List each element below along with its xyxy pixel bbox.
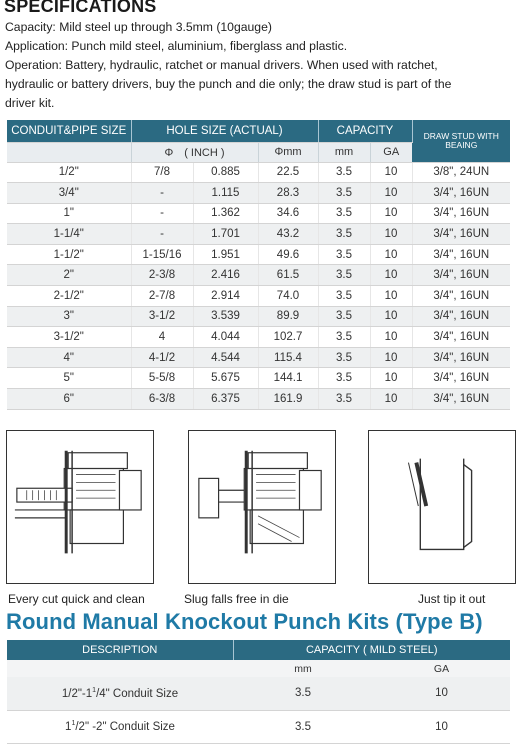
- kit-ga-cell: 10: [373, 677, 510, 710]
- capacity-mm-cell: 3.5: [318, 224, 370, 245]
- conduit-size-header: CONDUIT&PIPE SIZE: [7, 120, 131, 142]
- caption-quick-clean: Every cut quick and clean: [8, 592, 145, 606]
- capacity-ga-cell: 10: [370, 306, 412, 327]
- capacity-mm-cell: 3.5: [318, 347, 370, 368]
- capacity-mm-cell: 3.5: [318, 183, 370, 204]
- description-subheader-blank: [7, 660, 233, 677]
- kit-description-cell: $1^1/2$" -2" Conduit Size: [7, 710, 233, 743]
- kit-mm-cell: 3.5: [233, 677, 373, 710]
- table-row: [7, 162, 510, 183]
- hole-mm-cell: 28.3: [258, 183, 318, 204]
- capacity-mm-cell: 3.5: [318, 203, 370, 224]
- conduit-size-cell: 3": [7, 306, 131, 327]
- hole-fraction-cell: 2-3/8: [131, 265, 193, 286]
- table-row: [7, 389, 510, 410]
- hole-mm-cell: 89.9: [258, 306, 318, 327]
- hole-fraction-cell: 3-1/2: [131, 306, 193, 327]
- hole-fraction-cell: 2-7/8: [131, 286, 193, 307]
- inch-subheader: Φ ( INCH ): [131, 142, 258, 162]
- kit-mm-subheader: mm: [233, 660, 373, 677]
- hole-inch-cell: 2.914: [193, 286, 258, 307]
- hole-size-header: HOLE SIZE (ACTUAL): [131, 120, 318, 142]
- draw-stud-cell: 3/4", 16UN: [412, 389, 510, 410]
- hole-fraction-cell: 4-1/2: [131, 347, 193, 368]
- capacity-ga-cell: 10: [370, 286, 412, 307]
- hole-inch-cell: 6.375: [193, 389, 258, 410]
- draw-stud-cell: 3/4", 16UN: [412, 244, 510, 265]
- capacity-mm-cell: 3.5: [318, 162, 370, 183]
- conduit-subheader-blank: [7, 142, 131, 162]
- conduit-size-cell: 1/2": [7, 162, 131, 183]
- hole-inch-cell: 1.362: [193, 203, 258, 224]
- capacity-mm-cell: 3.5: [318, 327, 370, 348]
- operation-text: Operation: Battery, hydraulic, ratchet or manual drivers. When used with ratchet, hydraulic or battery drivers, buy the punch and die only; the draw stud is part of the driver kit.: [5, 58, 452, 110]
- caption-tip-out: Just tip it out: [418, 592, 486, 606]
- conduit-size-cell: 1-1/4": [7, 224, 131, 245]
- draw-stud-cell: 3/4", 16UN: [412, 224, 510, 245]
- hole-mm-cell: 22.5: [258, 162, 318, 183]
- table-row: [7, 710, 510, 743]
- conduit-size-cell: 1": [7, 203, 131, 224]
- conduit-size-cell: 1-1/2": [7, 244, 131, 265]
- capacity-ga-cell: 10: [370, 183, 412, 204]
- caption-slug-falls: Slug falls free in die: [184, 592, 289, 606]
- kit-section-title: Round Manual Knockout Punch Kits (Type B): [6, 609, 483, 634]
- page-title: SPECIFICATIONS: [4, 0, 157, 16]
- hole-fraction-cell: -: [131, 224, 193, 245]
- hole-mm-cell: 74.0: [258, 286, 318, 307]
- kit-ga-subheader: GA: [373, 660, 510, 677]
- hole-mm-cell: 161.9: [258, 389, 318, 410]
- hole-fraction-cell: -: [131, 183, 193, 204]
- draw-stud-cell: 3/8", 24UN: [412, 162, 510, 183]
- table-row: [7, 368, 510, 389]
- conduit-size-cell: 3-1/2": [7, 327, 131, 348]
- capacity-mm-cell: 3.5: [318, 306, 370, 327]
- capacity-mm-cell: 3.5: [318, 389, 370, 410]
- conduit-size-cell: 5": [7, 368, 131, 389]
- hole-mm-cell: 34.6: [258, 203, 318, 224]
- hole-inch-cell: 4.544: [193, 347, 258, 368]
- draw-stud-cell: 3/4", 16UN: [412, 265, 510, 286]
- kit-ga-cell: 10: [373, 710, 510, 743]
- capacity-ga-cell: 10: [370, 162, 412, 183]
- application-text: Application: Punch mild steel, aluminium, fiberglass and plastic.: [5, 39, 348, 53]
- capacity-ga-cell: 10: [370, 203, 412, 224]
- table-row: [7, 265, 510, 286]
- specifications-table: [7, 120, 510, 410]
- table-row: [7, 224, 510, 245]
- hole-inch-cell: 2.416: [193, 265, 258, 286]
- draw-stud-header: DRAW STUD WITH BEAING: [412, 120, 510, 162]
- hole-fraction-cell: -: [131, 203, 193, 224]
- draw-stud-cell: 3/4", 16UN: [412, 306, 510, 327]
- draw-stud-cell: 3/4", 16UN: [412, 203, 510, 224]
- table-row: [7, 677, 510, 710]
- hole-inch-cell: 3.539: [193, 306, 258, 327]
- table-row: [7, 327, 510, 348]
- description-header: DESCRIPTION: [7, 640, 233, 660]
- conduit-size-cell: 2": [7, 265, 131, 286]
- punch-cutting-illustration: [6, 430, 154, 584]
- hole-mm-cell: 43.2: [258, 224, 318, 245]
- hole-inch-cell: 0.885: [193, 162, 258, 183]
- conduit-size-cell: 4": [7, 347, 131, 368]
- capacity-ga-cell: 10: [370, 265, 412, 286]
- capacity-header: CAPACITY: [318, 120, 412, 142]
- capacity-mm-cell: 3.5: [318, 368, 370, 389]
- hole-mm-cell: 102.7: [258, 327, 318, 348]
- hole-fraction-cell: 1-15/16: [131, 244, 193, 265]
- capacity-mm-cell: 3.5: [318, 244, 370, 265]
- hole-inch-cell: 5.675: [193, 368, 258, 389]
- capacity-ga-cell: 10: [370, 327, 412, 348]
- kit-mm-cell: 3.5: [233, 710, 373, 743]
- capacity-ga-cell: 10: [370, 244, 412, 265]
- mm-diameter-subheader: Φmm: [258, 142, 318, 162]
- table-row: [7, 347, 510, 368]
- slug-falls-illustration: [188, 430, 336, 584]
- hole-fraction-cell: 7/8: [131, 162, 193, 183]
- capacity-ga-cell: 10: [370, 368, 412, 389]
- hole-inch-cell: 1.951: [193, 244, 258, 265]
- hole-mm-cell: 144.1: [258, 368, 318, 389]
- capacity-mm-cell: 3.5: [318, 265, 370, 286]
- capacity-ga-cell: 10: [370, 347, 412, 368]
- kit-capacity-table: [7, 640, 510, 744]
- capacity-text: Capacity: Mild steel up through 3.5mm (10gauge): [5, 20, 272, 34]
- conduit-size-cell: 3/4": [7, 183, 131, 204]
- table-row: [7, 244, 510, 265]
- hole-inch-cell: 1.701: [193, 224, 258, 245]
- hole-fraction-cell: 4: [131, 327, 193, 348]
- table-row: [7, 203, 510, 224]
- hole-fraction-cell: 5-5/8: [131, 368, 193, 389]
- table-row: [7, 306, 510, 327]
- hole-mm-cell: 49.6: [258, 244, 318, 265]
- draw-stud-cell: 3/4", 16UN: [412, 327, 510, 348]
- capacity-ga-cell: 10: [370, 389, 412, 410]
- capacity-mild-steel-header: CAPACITY ( MILD STEEL): [233, 640, 510, 660]
- tip-out-illustration: [368, 430, 516, 584]
- table-row: [7, 183, 510, 204]
- ga-subheader: GA: [370, 142, 412, 162]
- draw-stud-cell: 3/4", 16UN: [412, 183, 510, 204]
- draw-stud-cell: 3/4", 16UN: [412, 347, 510, 368]
- hole-mm-cell: 61.5: [258, 265, 318, 286]
- capacity-mm-cell: 3.5: [318, 286, 370, 307]
- conduit-size-cell: 6": [7, 389, 131, 410]
- hole-fraction-cell: 6-3/8: [131, 389, 193, 410]
- mm-subheader: mm: [318, 142, 370, 162]
- draw-stud-cell: 3/4", 16UN: [412, 368, 510, 389]
- conduit-size-cell: 2-1/2": [7, 286, 131, 307]
- hole-mm-cell: 115.4: [258, 347, 318, 368]
- kit-description-cell: $1/2"-1^1/4$" Conduit Size: [7, 677, 233, 710]
- draw-stud-cell: 3/4", 16UN: [412, 286, 510, 307]
- capacity-ga-cell: 10: [370, 224, 412, 245]
- table-row: [7, 286, 510, 307]
- hole-inch-cell: 4.044: [193, 327, 258, 348]
- hole-inch-cell: 1.115: [193, 183, 258, 204]
